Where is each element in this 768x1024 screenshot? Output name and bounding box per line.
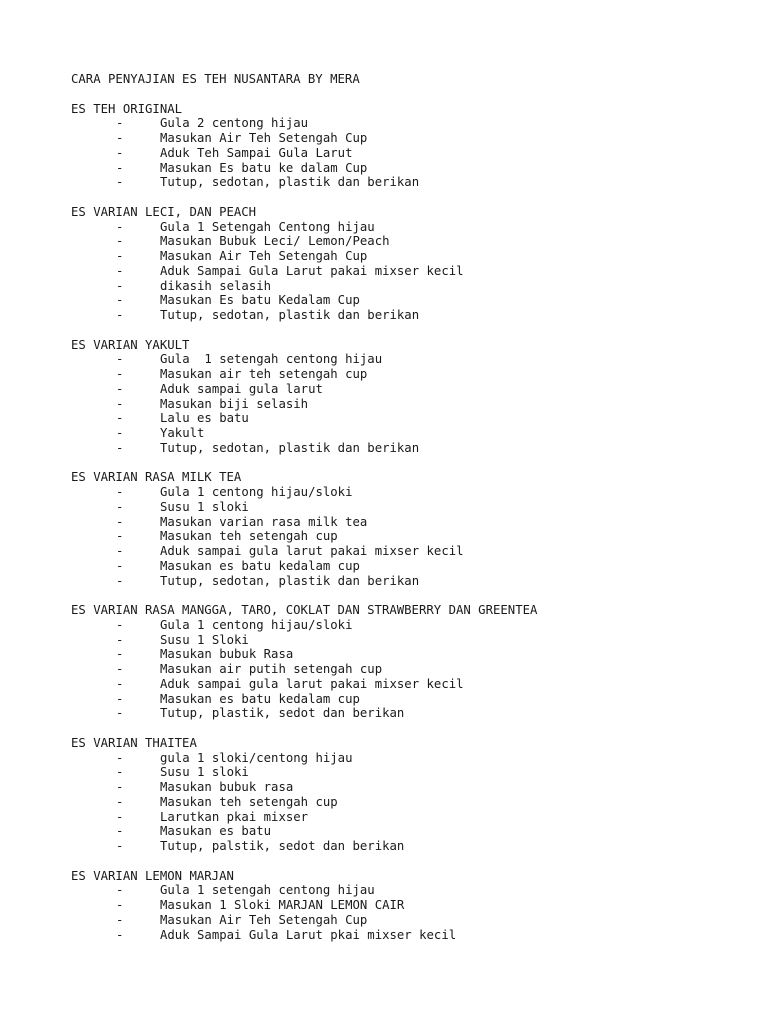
list-item bbox=[71, 824, 751, 839]
list-item-text: Masukan es batu bbox=[160, 824, 272, 839]
bullet-dash: - bbox=[116, 765, 124, 780]
list-item bbox=[71, 883, 751, 898]
bullet-dash: - bbox=[116, 676, 124, 691]
list-item-text: Masukan bubuk Rasa bbox=[160, 647, 294, 662]
list-item bbox=[71, 397, 751, 412]
list-item bbox=[71, 751, 751, 766]
list-item-text: Masukan Bubuk Leci/ Lemon/Peach bbox=[160, 234, 390, 249]
list-item-text: Gula 1 setengah centong hijau bbox=[160, 352, 383, 367]
recipe-section bbox=[71, 869, 751, 943]
list-item-text: Masukan biji selasih bbox=[160, 396, 309, 411]
bullet-dash: - bbox=[116, 278, 124, 293]
list-item bbox=[71, 898, 751, 913]
list-item bbox=[71, 692, 751, 707]
list-item bbox=[71, 352, 751, 367]
list-item bbox=[71, 780, 751, 795]
bullet-dash: - bbox=[116, 145, 124, 160]
recipe-section bbox=[71, 102, 751, 205]
list-item bbox=[71, 795, 751, 810]
list-item-text: Gula 1 setengah centong hijau bbox=[160, 883, 375, 898]
list-item bbox=[71, 175, 751, 190]
recipe-section bbox=[71, 338, 751, 471]
section-heading: ES VARIAN RASA MANGGA, TARO, COKLAT DAN STRAWBERRY DAN GREENTEA bbox=[71, 603, 538, 617]
spacer bbox=[71, 87, 751, 102]
list-item-text: Masukan 1 Sloki MARJAN LEMON CAIR bbox=[160, 898, 405, 912]
list-item-text: Aduk Teh Sampai Gula Larut bbox=[160, 145, 353, 160]
list-item-text: Lalu es batu bbox=[160, 411, 249, 426]
bullet-dash: - bbox=[116, 426, 124, 440]
bullet-dash: - bbox=[116, 883, 124, 898]
bullet-dash: - bbox=[116, 573, 124, 588]
recipe-section bbox=[71, 470, 751, 603]
recipe-section bbox=[71, 736, 751, 869]
list-item-text: Tutup, sedotan, plastik dan berikan bbox=[160, 440, 420, 455]
list-item bbox=[71, 529, 751, 544]
spacer bbox=[71, 721, 751, 736]
bullet-dash: - bbox=[116, 396, 124, 411]
bullet-dash: - bbox=[116, 367, 124, 381]
list-item bbox=[71, 411, 751, 426]
list-item-text: Masukan Air Teh Setengah Cup bbox=[160, 131, 368, 145]
list-item bbox=[71, 559, 751, 574]
bullet-dash: - bbox=[116, 381, 124, 396]
list-item bbox=[71, 810, 751, 825]
bullet-dash: - bbox=[116, 293, 124, 308]
list-item bbox=[71, 574, 751, 589]
list-item-text: dikasih selasih bbox=[160, 278, 272, 293]
bullet-dash: - bbox=[116, 249, 124, 263]
bullet-dash: - bbox=[116, 219, 124, 234]
list-item bbox=[71, 647, 751, 662]
list-item-text: Masukan teh setengah cup bbox=[160, 529, 338, 544]
list-item-text: Susu 1 sloki bbox=[160, 499, 249, 514]
list-item bbox=[71, 293, 751, 308]
list-item-text: Gula 1 centong hijau/sloki bbox=[160, 485, 353, 499]
bullet-dash: - bbox=[116, 263, 124, 278]
bullet-dash: - bbox=[116, 411, 124, 426]
list-item bbox=[71, 485, 751, 500]
section-heading: ES VARIAN YAKULT bbox=[71, 337, 190, 352]
bullet-dash: - bbox=[116, 234, 124, 249]
list-item-text: Masukan air teh setengah cup bbox=[160, 367, 368, 381]
list-item-text: Tutup, sedotan, plastik dan berikan bbox=[160, 573, 420, 588]
list-item bbox=[71, 131, 751, 146]
bullet-dash: - bbox=[116, 927, 124, 942]
list-item bbox=[71, 706, 751, 721]
bullet-dash: - bbox=[116, 706, 124, 721]
list-item bbox=[71, 308, 751, 323]
list-item-text: Masukan teh setengah cup bbox=[160, 794, 338, 809]
bullet-dash: - bbox=[116, 632, 124, 647]
list-item bbox=[71, 500, 751, 515]
list-item-text: Masukan Es batu ke dalam Cup bbox=[160, 160, 368, 175]
bullet-dash: - bbox=[116, 912, 124, 927]
spacer bbox=[71, 323, 751, 338]
list-item bbox=[71, 633, 751, 648]
bullet-dash: - bbox=[116, 485, 124, 499]
spacer bbox=[71, 456, 751, 471]
list-item-text: Aduk sampai gula larut pakai mixser kecil bbox=[160, 676, 464, 691]
list-item bbox=[71, 677, 751, 692]
list-item-text: Tutup, palstik, sedot dan berikan bbox=[160, 839, 405, 853]
list-item bbox=[71, 426, 751, 441]
list-item bbox=[71, 441, 751, 456]
bullet-dash: - bbox=[116, 175, 124, 190]
list-item bbox=[71, 146, 751, 161]
list-item-text: Tutup, sedotan, plastik dan berikan bbox=[160, 175, 420, 190]
section-heading: ES VARIAN RASA MILK TEA bbox=[71, 470, 242, 485]
list-item-text: Tutup, plastik, sedot dan berikan bbox=[160, 706, 405, 721]
list-item-text: Susu 1 sloki bbox=[160, 765, 249, 780]
document-page bbox=[71, 72, 751, 942]
bullet-dash: - bbox=[116, 514, 124, 529]
section-heading: ES VARIAN THAITEA bbox=[71, 735, 197, 750]
bullet-dash: - bbox=[116, 750, 124, 765]
list-item bbox=[71, 249, 751, 264]
list-item-text: Aduk Sampai Gula Larut pkai mixser kecil bbox=[160, 927, 457, 942]
bullet-dash: - bbox=[116, 809, 124, 824]
list-item bbox=[71, 928, 751, 943]
list-item-text: Susu 1 Sloki bbox=[160, 632, 249, 647]
recipe-sections bbox=[71, 102, 751, 943]
list-item-text: Yakult bbox=[160, 426, 205, 440]
bullet-dash: - bbox=[116, 440, 124, 455]
bullet-dash: - bbox=[116, 780, 124, 794]
list-item-text: Masukan Es batu Kedalam Cup bbox=[160, 293, 360, 308]
list-item-text: Gula 1 centong hijau/sloki bbox=[160, 617, 353, 632]
bullet-dash: - bbox=[116, 647, 124, 662]
list-item-text: Gula 2 centong hijau bbox=[160, 116, 309, 131]
list-item-text: Aduk sampai gula larut pakai mixser kecil bbox=[160, 544, 464, 558]
recipe-section bbox=[71, 603, 751, 736]
list-item-text: Masukan varian rasa milk tea bbox=[160, 514, 368, 529]
bullet-dash: - bbox=[116, 308, 124, 322]
list-item bbox=[71, 116, 751, 131]
list-item-text: Larutkan pkai mixser bbox=[160, 809, 309, 824]
list-item bbox=[71, 618, 751, 633]
bullet-dash: - bbox=[116, 558, 124, 573]
list-item bbox=[71, 234, 751, 249]
list-item bbox=[71, 264, 751, 279]
list-item bbox=[71, 220, 751, 235]
list-item bbox=[71, 544, 751, 559]
list-item-text: Aduk sampai gula larut bbox=[160, 381, 323, 396]
list-item-text: Tutup, sedotan, plastik dan berikan bbox=[160, 308, 420, 322]
list-item-text: Masukan bubuk rasa bbox=[160, 780, 294, 794]
bullet-dash: - bbox=[116, 160, 124, 175]
bullet-dash: - bbox=[116, 131, 124, 145]
list-item bbox=[71, 279, 751, 294]
bullet-dash: - bbox=[116, 839, 124, 853]
bullet-dash: - bbox=[116, 898, 124, 912]
bullet-dash: - bbox=[116, 824, 124, 839]
bullet-dash: - bbox=[116, 499, 124, 514]
bullet-dash: - bbox=[116, 662, 124, 676]
list-item-text: gula 1 sloki/centong hijau bbox=[160, 750, 353, 765]
section-heading: ES VARIAN LEMON MARJAN bbox=[71, 868, 234, 883]
list-item-text: Masukan Air Teh Setengah Cup bbox=[160, 912, 368, 927]
list-item bbox=[71, 913, 751, 928]
list-item bbox=[71, 515, 751, 530]
list-item-text: Masukan Air Teh Setengah Cup bbox=[160, 249, 368, 263]
list-item-text: Masukan es batu kedalam cup bbox=[160, 691, 360, 706]
recipe-section bbox=[71, 205, 751, 338]
bullet-dash: - bbox=[116, 116, 124, 131]
list-item-text: Masukan air putih setengah cup bbox=[160, 662, 383, 676]
bullet-dash: - bbox=[116, 794, 124, 809]
spacer bbox=[71, 588, 751, 603]
list-item-text: Aduk Sampai Gula Larut pakai mixser kecil bbox=[160, 263, 464, 278]
section-heading: ES TEH ORIGINAL bbox=[71, 101, 183, 116]
spacer bbox=[71, 190, 751, 205]
bullet-dash: - bbox=[116, 544, 124, 558]
list-item-text: Gula 1 Setengah Centong hijau bbox=[160, 219, 375, 234]
list-item bbox=[71, 839, 751, 854]
list-item bbox=[71, 765, 751, 780]
list-item bbox=[71, 662, 751, 677]
section-heading: ES VARIAN LECI, DAN PEACH bbox=[71, 204, 257, 219]
list-item bbox=[71, 161, 751, 176]
spacer bbox=[71, 854, 751, 869]
list-item-text: Masukan es batu kedalam cup bbox=[160, 558, 360, 573]
list-item bbox=[71, 382, 751, 397]
bullet-dash: - bbox=[116, 617, 124, 632]
document-title: CARA PENYAJIAN ES TEH NUSANTARA BY MERA bbox=[71, 72, 360, 86]
list-item bbox=[71, 367, 751, 382]
bullet-dash: - bbox=[116, 529, 124, 544]
bullet-dash: - bbox=[116, 352, 124, 367]
bullet-dash: - bbox=[116, 691, 124, 706]
